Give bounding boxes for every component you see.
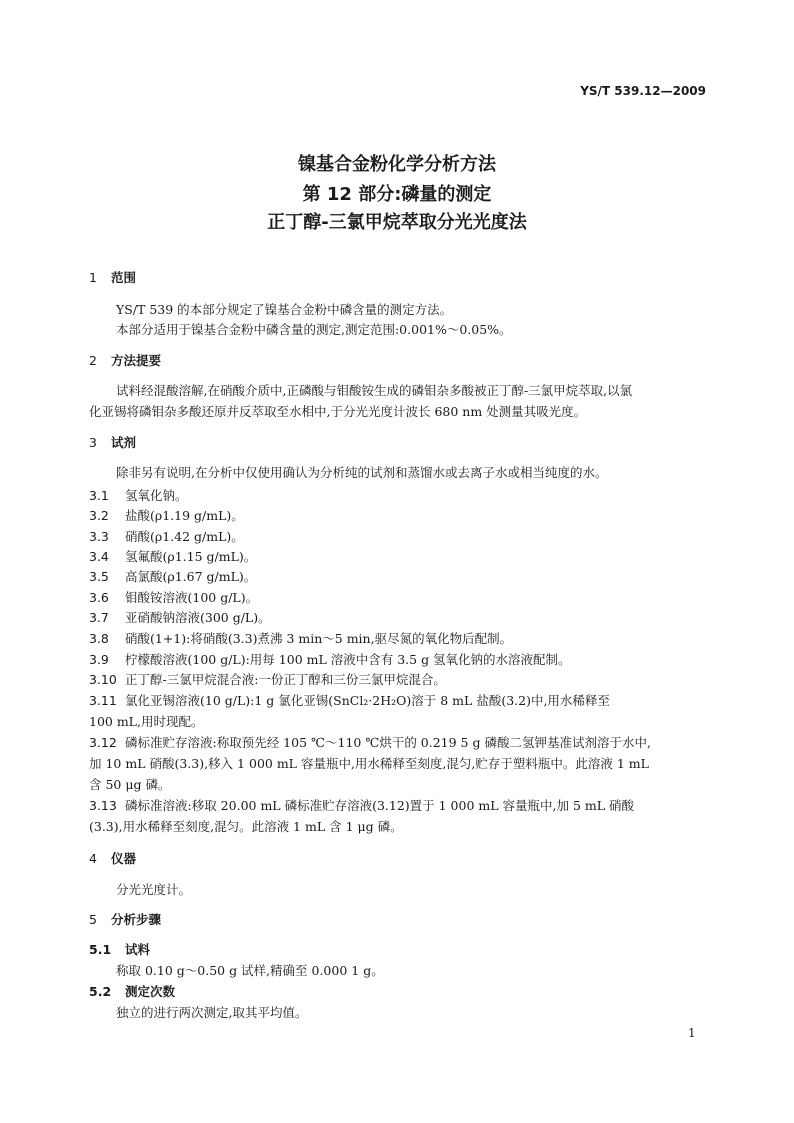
reagent-item: 3.2 盐酸(ρ1.19 g/mL)。 xyxy=(89,508,244,523)
reagent-item: 3.10 正丁醇-三氯甲烷混合液:一份正丁醇和三份三氯甲烷混合。 xyxy=(89,672,446,687)
reagent-item: 3.11 氯化亚锡溶液(10 g/L):1 g 氯化亚锡(SnCl₂·2H₂O)溶于 8 mL 盐酸(3.2)中,用水稀释至 xyxy=(89,693,610,708)
section-title: 仪器 xyxy=(111,851,137,866)
section-2-para-1-cont: 化亚锡将磷钼杂多酸还原并反萃取至水相中,于分光光度计波长 680 nm 处测量其吸光度。 xyxy=(89,404,587,419)
reagent-item: 3.5 高氯酸(ρ1.67 g/mL)。 xyxy=(89,569,257,584)
section-number: 1 xyxy=(89,270,97,285)
section-1-heading xyxy=(89,268,136,286)
section-title: 试剂 xyxy=(111,435,137,450)
section-1-para-1: YS/T 539 的本部分规定了镍基合金粉中磷含量的测定方法。 xyxy=(116,302,453,317)
standard-code: YS/T 539.12—2009 xyxy=(580,84,706,98)
title-line-3: 正丁醇-三氯甲烷萃取分光光度法 xyxy=(267,212,527,233)
section-title: 范围 xyxy=(111,270,137,285)
reagent-item: 3.1 氢氧化钠。 xyxy=(89,488,188,503)
section-2-para-1: 试料经混酸溶解,在硝酸介质中,正磷酸与钼酸铵生成的磷钼杂多酸被正丁醇-三氯甲烷萃取,以氯 xyxy=(116,383,633,398)
reagent-item: 3.12 磷标准贮存溶液:称取预先经 105 ℃～110 ℃烘干的 0.219 5 g 磷酸二氢钾基准试剂溶于水中, xyxy=(89,735,651,750)
title-line-2: 第 12 部分:磷量的测定 xyxy=(302,184,492,205)
page-number: 1 xyxy=(688,1026,696,1040)
reagent-item: 3.7 亚硝酸钠溶液(300 g/L)。 xyxy=(89,610,271,625)
subsection-5-2-heading: 5.2 测定次数 xyxy=(89,984,176,999)
subsection-5-1-heading: 5.1 试料 xyxy=(89,942,151,957)
section-number: 3 xyxy=(89,435,97,450)
subsection-5-2-text: 独立的进行两次测定,取其平均值。 xyxy=(116,1005,308,1020)
title-line-1: 镍基合金粉化学分析方法 xyxy=(298,154,496,175)
reagent-item: 3.3 硝酸(ρ1.42 g/mL)。 xyxy=(89,529,244,544)
reagent-item: 3.9 柠檬酸溶液(100 g/L):用每 100 mL 溶液中含有 3.5 g 氢氧化钠的水溶液配制。 xyxy=(89,652,571,667)
section-4-heading xyxy=(89,849,136,867)
section-number: 5 xyxy=(89,912,97,927)
section-1-para-2: 本部分适用于镍基合金粉中磷含量的测定,测定范围:0.001%～0.05%。 xyxy=(116,322,512,337)
section-5-heading xyxy=(89,910,161,928)
reagent-item: 3.4 氢氟酸(ρ1.15 g/mL)。 xyxy=(89,549,257,564)
reagent-item-cont: 100 mL,用时现配。 xyxy=(89,714,204,729)
reagent-item-cont: (3.3),用水稀释至刻度,混匀。此溶液 1 mL 含 1 μg 磷。 xyxy=(89,819,403,834)
section-3-heading xyxy=(89,433,136,451)
section-number: 2 xyxy=(89,353,97,368)
section-title: 分析步骤 xyxy=(111,912,162,927)
subsection-5-1-text: 称取 0.10 g～0.50 g 试样,精确至 0.000 1 g。 xyxy=(116,963,384,978)
section-4-para-1: 分光光度计。 xyxy=(116,882,192,897)
reagent-item-cont: 含 50 μg 磷。 xyxy=(89,777,171,792)
reagent-item: 3.8 硝酸(1+1):将硝酸(3.3)煮沸 3 min～5 min,驱尽氮的氧化物后配制。 xyxy=(89,631,513,646)
reagent-item: 3.13 磷标准溶液:移取 20.00 mL 磷标准贮存溶液(3.12)置于 1 000 mL 容量瓶中,加 5 mL 硝酸 xyxy=(89,798,635,813)
section-title: 方法提要 xyxy=(111,353,162,368)
section-number: 4 xyxy=(89,851,97,866)
section-2-heading xyxy=(89,351,161,369)
section-3-intro: 除非另有说明,在分析中仅使用确认为分析纯的试剂和蒸馏水或去离子水或相当纯度的水。 xyxy=(116,465,608,480)
reagent-item: 3.6 钼酸铵溶液(100 g/L)。 xyxy=(89,590,259,605)
reagent-item-cont: 加 10 mL 硝酸(3.3),移入 1 000 mL 容量瓶中,用水稀释至刻度,混匀,贮存于塑料瓶中。此溶液 1 mL xyxy=(89,756,649,771)
